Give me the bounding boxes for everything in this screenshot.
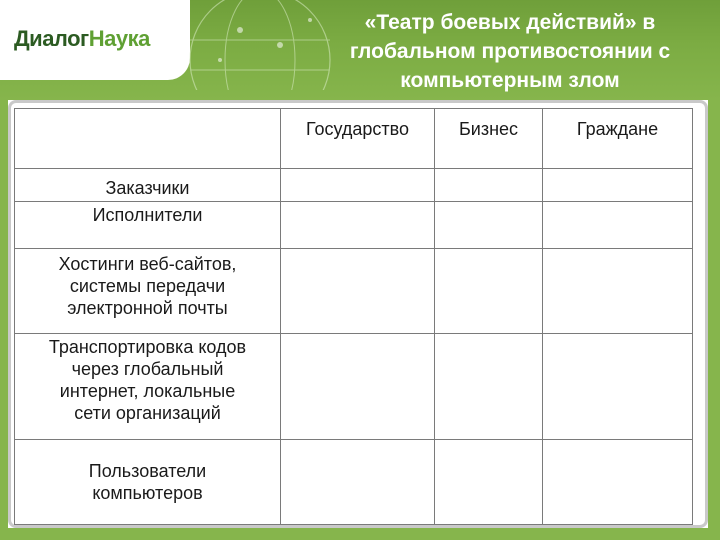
table-cell: [435, 169, 543, 202]
row-label-customers: [15, 169, 281, 202]
row-label-transport: [15, 334, 281, 440]
table-header-row: [15, 109, 693, 169]
title-line: «Театр боевых действий» в: [364, 11, 656, 34]
table-cell: [543, 169, 693, 202]
header-cell-citizens: Граждане: [543, 109, 693, 169]
row-label-line: Транспортировка кодов: [48, 337, 247, 357]
table-row: [15, 440, 693, 525]
page-title: [300, 8, 720, 95]
table-cell: [435, 334, 543, 440]
header-band: [0, 0, 720, 100]
row-label-line: Хостинги веб-сайтов,: [58, 254, 237, 274]
row-label-line: сети организаций: [74, 403, 221, 423]
table-cell: [281, 202, 435, 249]
title-line: глобальном противостоянии с: [349, 40, 671, 63]
table-cell: [281, 169, 435, 202]
row-label-hosting: [15, 249, 281, 334]
bottom-band: [0, 528, 720, 540]
logo: [14, 26, 150, 52]
header-cell-empty: [15, 109, 281, 169]
table-row: [15, 249, 693, 334]
logo-text-a: Диалог: [14, 26, 89, 51]
table-cell: [543, 334, 693, 440]
header-cell-business: Бизнес: [435, 109, 543, 169]
row-label-line: через глобальный: [71, 359, 224, 379]
table-cell: [435, 202, 543, 249]
row-label-line: электронной почты: [67, 298, 228, 318]
table-row: [15, 169, 693, 202]
table-cell: [543, 202, 693, 249]
title-line: компьютерным злом: [400, 69, 620, 92]
table-cell: [435, 249, 543, 334]
table-row: [15, 202, 693, 249]
row-label-executors: [15, 202, 281, 249]
table-cell: [281, 249, 435, 334]
row-label-users: [15, 440, 281, 525]
table-cell: [543, 440, 693, 525]
table-cell: [543, 249, 693, 334]
matrix-table: [14, 108, 693, 525]
header-cell-state: Государство: [281, 109, 435, 169]
table-row: [15, 334, 693, 440]
side-band: [0, 100, 8, 528]
row-label-line: Исполнители: [92, 205, 203, 225]
logo-area: [0, 0, 190, 80]
row-label-line: Заказчики: [105, 178, 190, 198]
table-cell: [281, 440, 435, 525]
table-cell: [435, 440, 543, 525]
row-label-line: Пользователи: [88, 461, 207, 481]
row-label-line: компьютеров: [92, 483, 203, 503]
table-cell: [281, 334, 435, 440]
side-band: [708, 100, 720, 528]
logo-text-b: Наука: [88, 26, 150, 51]
row-label-line: интернет, локальные: [59, 381, 236, 401]
row-label-line: системы передачи: [69, 276, 226, 296]
